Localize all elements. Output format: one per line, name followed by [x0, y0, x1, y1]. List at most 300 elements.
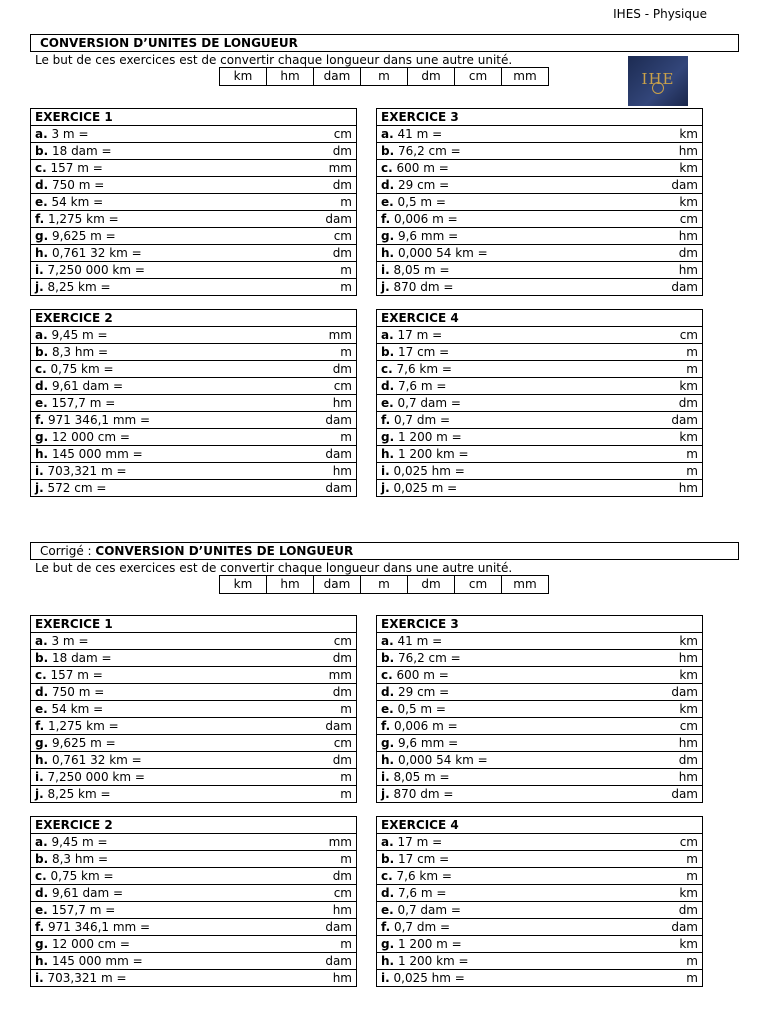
exercise-quantity: 157 m = — [50, 161, 103, 175]
exercise-target-unit: dam — [325, 719, 352, 733]
exercise-row — [377, 851, 702, 868]
exercise-question — [35, 667, 103, 683]
exercise-quantity: 17 m = — [397, 328, 443, 342]
exercise-question — [381, 378, 446, 394]
exercise-target-unit: km — [679, 430, 698, 444]
exercise-question — [381, 126, 442, 142]
exercise-question — [35, 786, 111, 802]
exercise-target-unit: m — [340, 345, 352, 359]
exercise-target-unit: cm — [333, 736, 352, 750]
unit-table — [219, 575, 549, 594]
exercise-letter: b. — [35, 852, 49, 866]
exercise-letter: b. — [35, 345, 49, 359]
exercise-question — [381, 194, 446, 210]
exercise-quantity: 9,6 mm = — [397, 229, 459, 243]
exercise-target-unit: cm — [333, 127, 352, 141]
exercise-letter: c. — [381, 668, 393, 682]
exercise-row — [31, 211, 356, 228]
exercise-row — [31, 650, 356, 667]
exercise-row — [31, 463, 356, 480]
section-title-prefix: Corrigé : — [40, 544, 96, 558]
exercise-letter: f. — [35, 719, 45, 733]
exercise-row — [31, 684, 356, 701]
exercise-letter: b. — [381, 345, 395, 359]
unit-cell: dam — [314, 68, 361, 85]
section-title — [30, 542, 739, 560]
exercise-letter: d. — [381, 685, 395, 699]
exercise-question — [35, 902, 115, 918]
exercise-row — [31, 126, 356, 143]
exercise-row — [377, 395, 702, 412]
exercise-question — [381, 970, 465, 986]
exercise-question — [381, 936, 462, 952]
exercise-target-unit: cm — [333, 634, 352, 648]
exercise-question — [381, 650, 461, 666]
exercise-target-unit: cm — [679, 212, 698, 226]
exercise-row — [31, 245, 356, 262]
exercise-row — [31, 279, 356, 295]
exercise-quantity: 157,7 m = — [51, 396, 116, 410]
exercise-quantity: 157,7 m = — [51, 903, 116, 917]
exercise-row — [31, 786, 356, 802]
unit-cell: dm — [408, 68, 455, 85]
unit-table — [219, 67, 549, 86]
exercise-question — [381, 786, 453, 802]
exercise-quantity: 7,250 000 km = — [47, 770, 145, 784]
exercise-quantity: 750 m = — [51, 178, 105, 192]
exercise-quantity: 1,275 km = — [47, 212, 119, 226]
exercise-quantity: 971 346,1 mm = — [47, 920, 151, 934]
exercise-letter: a. — [35, 835, 48, 849]
exercise-quantity: 1 200 km = — [397, 447, 469, 461]
exercise-row — [377, 143, 702, 160]
exercise-title: EXERCICE 4 — [377, 310, 702, 327]
exercise-row — [377, 769, 702, 786]
exercise-target-unit: hm — [678, 651, 698, 665]
exercise-letter: c. — [381, 161, 393, 175]
exercise-target-unit: dam — [325, 447, 352, 461]
exercise-target-unit: cm — [679, 328, 698, 342]
exercise-target-unit: m — [686, 954, 698, 968]
exercise-quantity: 29 cm = — [397, 178, 450, 192]
exercise-row — [377, 177, 702, 194]
exercise-row — [31, 194, 356, 211]
exercise-row — [377, 194, 702, 211]
exercise-row — [31, 936, 356, 953]
exercise-title: EXERCICE 2 — [31, 817, 356, 834]
exercise-letter: h. — [35, 753, 49, 767]
exercise-row — [31, 701, 356, 718]
unit-cell: dm — [408, 576, 455, 593]
exercise-letter: e. — [35, 702, 48, 716]
exercise-row — [377, 344, 702, 361]
exercise-question — [35, 868, 114, 884]
exercise-row — [377, 245, 702, 262]
exercise-target-unit: km — [679, 937, 698, 951]
exercise-letter: c. — [35, 161, 47, 175]
exercise-question — [35, 834, 108, 850]
exercise-letter: f. — [381, 413, 391, 427]
exercise-row — [377, 667, 702, 684]
exercise-question — [35, 211, 119, 227]
exercise-target-unit: cm — [333, 229, 352, 243]
exercise-quantity: 1 200 km = — [397, 954, 469, 968]
exercise-target-unit: dam — [671, 787, 698, 801]
exercise-row — [377, 684, 702, 701]
exercise-target-unit: dam — [325, 954, 352, 968]
exercise-target-unit: dm — [678, 246, 698, 260]
unit-cell: dam — [314, 576, 361, 593]
exercise-quantity: 870 dm = — [393, 280, 454, 294]
exercise-target-unit: hm — [332, 464, 352, 478]
exercise-target-unit: km — [679, 127, 698, 141]
exercise-letter: h. — [381, 753, 395, 767]
exercise-target-unit: km — [679, 702, 698, 716]
exercise-question — [381, 429, 462, 445]
exercise-target-unit: dm — [332, 144, 352, 158]
exercise-letter: j. — [35, 787, 44, 801]
exercise-letter: j. — [35, 280, 44, 294]
exercise-quantity: 41 m = — [397, 634, 443, 648]
exercise-letter: j. — [381, 481, 390, 495]
exercise-letter: i. — [35, 971, 44, 985]
exercise-title: EXERCICE 1 — [31, 109, 356, 126]
exercise-letter: e. — [381, 396, 394, 410]
exercise-row — [377, 718, 702, 735]
section-subtitle: Le but de ces exercices est de convertir chaque longueur dans une autre unité. — [35, 561, 513, 575]
exercise-quantity: 0,006 m = — [393, 719, 458, 733]
exercise-letter: f. — [35, 413, 45, 427]
exercise-target-unit: mm — [328, 835, 352, 849]
exercise-quantity: 1,275 km = — [47, 719, 119, 733]
exercise-row — [377, 650, 702, 667]
exercise-letter: d. — [35, 178, 49, 192]
exercise-target-unit: m — [340, 195, 352, 209]
section-title-text: CONVERSION D’UNITES DE LONGUEUR — [40, 36, 298, 50]
exercise-quantity: 0,025 hm = — [393, 464, 465, 478]
exercise-letter: c. — [381, 869, 393, 883]
exercise-quantity: 0,7 dm = — [393, 413, 451, 427]
exercise-row — [377, 701, 702, 718]
exercise-letter: g. — [381, 736, 395, 750]
exercise-target-unit: dam — [671, 413, 698, 427]
exercise-target-unit: km — [679, 379, 698, 393]
exercise-row — [377, 868, 702, 885]
exercise-target-unit: m — [340, 430, 352, 444]
exercise-question — [381, 902, 461, 918]
exercise-question — [381, 735, 458, 751]
exercise-quantity: 971 346,1 mm = — [47, 413, 151, 427]
exercise-quantity: 17 m = — [397, 835, 443, 849]
exercise-row — [377, 885, 702, 902]
exercise-target-unit: m — [686, 869, 698, 883]
exercise-question — [381, 177, 449, 193]
exercise-box — [376, 108, 703, 296]
exercise-question — [35, 262, 145, 278]
exercise-question — [35, 194, 103, 210]
section-title-text: CONVERSION D’UNITES DE LONGUEUR — [95, 544, 354, 558]
exercise-target-unit: hm — [678, 144, 698, 158]
exercise-target-unit: km — [679, 668, 698, 682]
exercise-row — [377, 446, 702, 463]
exercise-quantity: 17 cm = — [397, 345, 450, 359]
exercise-target-unit: m — [340, 787, 352, 801]
exercise-row — [377, 327, 702, 344]
exercise-question — [381, 480, 457, 496]
exercise-question — [35, 378, 123, 394]
exercise-letter: f. — [381, 920, 391, 934]
exercise-row — [377, 834, 702, 851]
exercise-quantity: 76,2 cm = — [397, 651, 461, 665]
exercise-row — [377, 160, 702, 177]
exercise-letter: a. — [35, 328, 48, 342]
exercise-row — [377, 919, 702, 936]
exercise-question — [381, 211, 458, 227]
exercise-title: EXERCICE 2 — [31, 310, 356, 327]
exercise-row — [377, 211, 702, 228]
exercise-quantity: 9,6 mm = — [397, 736, 459, 750]
exercise-quantity: 9,45 m = — [51, 835, 108, 849]
exercise-quantity: 12 000 cm = — [51, 430, 130, 444]
exercise-question — [35, 463, 127, 479]
exercise-question — [35, 279, 111, 295]
exercise-letter: b. — [381, 651, 395, 665]
exercise-quantity: 145 000 mm = — [51, 954, 143, 968]
exercise-row — [31, 262, 356, 279]
exercise-row — [31, 177, 356, 194]
exercise-letter: h. — [35, 447, 49, 461]
exercise-target-unit: km — [679, 195, 698, 209]
exercise-target-unit: m — [686, 447, 698, 461]
exercise-letter: e. — [381, 195, 394, 209]
exercise-letter: g. — [35, 736, 49, 750]
exercise-target-unit: km — [679, 886, 698, 900]
exercise-quantity: 0,025 m = — [393, 481, 458, 495]
exercise-quantity: 18 dam = — [51, 651, 112, 665]
exercise-target-unit: hm — [678, 770, 698, 784]
exercise-letter: i. — [35, 770, 44, 784]
exercise-quantity: 0,75 km = — [50, 869, 114, 883]
section-subtitle: Le but de ces exercices est de convertir chaque longueur dans une autre unité. — [35, 53, 513, 67]
exercise-question — [381, 769, 450, 785]
exercise-question — [381, 245, 488, 261]
exercise-target-unit: dm — [678, 396, 698, 410]
exercise-row — [31, 769, 356, 786]
exercise-target-unit: hm — [332, 903, 352, 917]
exercise-target-unit: hm — [678, 481, 698, 495]
exercise-question — [381, 327, 442, 343]
unit-cell: km — [220, 68, 267, 85]
exercise-question — [381, 684, 449, 700]
exercise-row — [31, 970, 356, 986]
exercise-target-unit: m — [340, 280, 352, 294]
exercise-target-unit: dm — [332, 362, 352, 376]
exercise-target-unit: mm — [328, 161, 352, 175]
exercise-target-unit: hm — [332, 396, 352, 410]
exercise-question — [381, 463, 465, 479]
exercise-letter: j. — [381, 280, 390, 294]
exercise-quantity: 9,45 m = — [51, 328, 108, 342]
exercise-row — [31, 327, 356, 344]
unit-cell: mm — [513, 69, 537, 83]
exercise-row — [377, 786, 702, 802]
exercise-target-unit: cm — [679, 719, 698, 733]
exercise-row — [31, 667, 356, 684]
exercise-question — [35, 633, 89, 649]
exercise-target-unit: km — [679, 161, 698, 175]
exercise-question — [35, 752, 142, 768]
exercise-question — [35, 936, 130, 952]
exercise-quantity: 750 m = — [51, 685, 105, 699]
section-corrections — [30, 542, 739, 992]
exercise-target-unit: hm — [678, 736, 698, 750]
exercise-row — [377, 228, 702, 245]
exercise-letter: f. — [35, 212, 45, 226]
exercise-question — [381, 143, 461, 159]
exercise-row — [377, 970, 702, 986]
exercise-question — [35, 919, 150, 935]
exercise-letter: e. — [35, 396, 48, 410]
exercise-target-unit: dam — [671, 685, 698, 699]
exercise-row — [31, 160, 356, 177]
exercise-target-unit: dm — [332, 869, 352, 883]
exercise-letter: f. — [381, 212, 391, 226]
exercise-letter: h. — [35, 246, 49, 260]
exercise-quantity: 145 000 mm = — [51, 447, 143, 461]
exercise-question — [381, 919, 450, 935]
exercise-row — [31, 480, 356, 496]
exercise-letter: a. — [381, 634, 394, 648]
exercise-question — [35, 953, 143, 969]
exercise-letter: g. — [381, 937, 395, 951]
exercise-row — [31, 919, 356, 936]
exercise-row — [377, 262, 702, 279]
exercise-target-unit: dam — [671, 920, 698, 934]
exercise-question — [35, 143, 112, 159]
exercise-row — [31, 834, 356, 851]
exercise-row — [31, 395, 356, 412]
exercise-row — [377, 463, 702, 480]
exercise-quantity: 1 200 m = — [397, 937, 462, 951]
exercise-question — [381, 361, 452, 377]
exercise-row — [377, 936, 702, 953]
exercise-row — [31, 143, 356, 160]
exercise-target-unit: dam — [325, 413, 352, 427]
exercise-quantity: 0,5 m = — [397, 195, 446, 209]
exercise-quantity: 8,05 m = — [393, 770, 450, 784]
exercise-letter: i. — [381, 464, 390, 478]
logo-text: IHE — [641, 70, 675, 88]
exercise-row — [31, 344, 356, 361]
exercise-target-unit: hm — [678, 229, 698, 243]
exercise-question — [35, 480, 106, 496]
exercise-quantity: 572 cm = — [47, 481, 107, 495]
exercise-quantity: 12 000 cm = — [51, 937, 130, 951]
exercise-letter: c. — [35, 869, 47, 883]
exercise-title: EXERCICE 3 — [377, 616, 702, 633]
exercise-question — [35, 970, 127, 986]
exercise-target-unit: m — [340, 263, 352, 277]
exercise-quantity: 3 m = — [51, 634, 89, 648]
exercise-letter: g. — [381, 229, 395, 243]
section-exercises — [30, 34, 739, 494]
exercise-quantity: 870 dm = — [393, 787, 454, 801]
exercise-letter: e. — [381, 903, 394, 917]
exercise-target-unit: m — [686, 971, 698, 985]
exercise-target-unit: m — [686, 345, 698, 359]
exercise-letter: i. — [35, 464, 44, 478]
exercise-box — [30, 816, 357, 987]
exercise-question — [381, 752, 488, 768]
exercise-letter: g. — [381, 430, 395, 444]
exercise-box — [30, 108, 357, 296]
exercise-target-unit: km — [679, 634, 698, 648]
exercise-target-unit: m — [686, 362, 698, 376]
exercise-target-unit: hm — [332, 971, 352, 985]
exercise-row — [31, 953, 356, 970]
exercise-question — [381, 228, 458, 244]
exercise-quantity: 29 cm = — [397, 685, 450, 699]
exercise-row — [377, 429, 702, 446]
exercise-row — [31, 412, 356, 429]
exercise-letter: i. — [381, 770, 390, 784]
exercise-quantity: 703,321 m = — [47, 971, 127, 985]
exercise-letter: a. — [35, 634, 48, 648]
exercise-quantity: 600 m = — [396, 161, 449, 175]
exercise-quantity: 0,000 54 km = — [397, 753, 488, 767]
exercise-letter: h. — [381, 954, 395, 968]
unit-cell: mm — [513, 577, 537, 591]
exercise-target-unit: m — [686, 464, 698, 478]
exercise-question — [381, 412, 450, 428]
exercise-row — [377, 412, 702, 429]
exercise-quantity: 0,761 32 km = — [51, 246, 142, 260]
unit-cell: hm — [267, 68, 314, 85]
exercise-question — [35, 327, 108, 343]
exercise-target-unit: cm — [333, 886, 352, 900]
exercise-question — [381, 701, 446, 717]
exercise-question — [381, 718, 458, 734]
exercise-title: EXERCICE 4 — [377, 817, 702, 834]
exercise-quantity: 600 m = — [396, 668, 449, 682]
exercise-letter: g. — [35, 430, 49, 444]
exercise-question — [381, 868, 452, 884]
exercise-quantity: 9,625 m = — [51, 736, 116, 750]
exercise-question — [35, 344, 108, 360]
exercise-quantity: 9,61 dam = — [51, 379, 124, 393]
exercise-quantity: 0,7 dam = — [397, 903, 461, 917]
exercise-box — [376, 816, 703, 987]
exercise-question — [35, 446, 143, 462]
exercise-question — [35, 228, 116, 244]
exercise-target-unit: dm — [678, 753, 698, 767]
exercise-letter: e. — [35, 195, 48, 209]
exercise-target-unit: mm — [328, 328, 352, 342]
exercise-quantity: 7,6 km = — [396, 362, 452, 376]
exercise-quantity: 54 km = — [51, 702, 104, 716]
exercise-quantity: 9,625 m = — [51, 229, 116, 243]
exercise-letter: d. — [35, 886, 49, 900]
exercise-letter: a. — [381, 328, 394, 342]
exercise-box — [376, 309, 703, 497]
exercise-question — [381, 834, 442, 850]
exercise-question — [35, 684, 104, 700]
exercise-quantity: 18 dam = — [51, 144, 112, 158]
exercise-target-unit: m — [686, 852, 698, 866]
exercise-question — [381, 633, 442, 649]
exercise-target-unit: m — [340, 852, 352, 866]
exercise-letter: i. — [35, 263, 44, 277]
